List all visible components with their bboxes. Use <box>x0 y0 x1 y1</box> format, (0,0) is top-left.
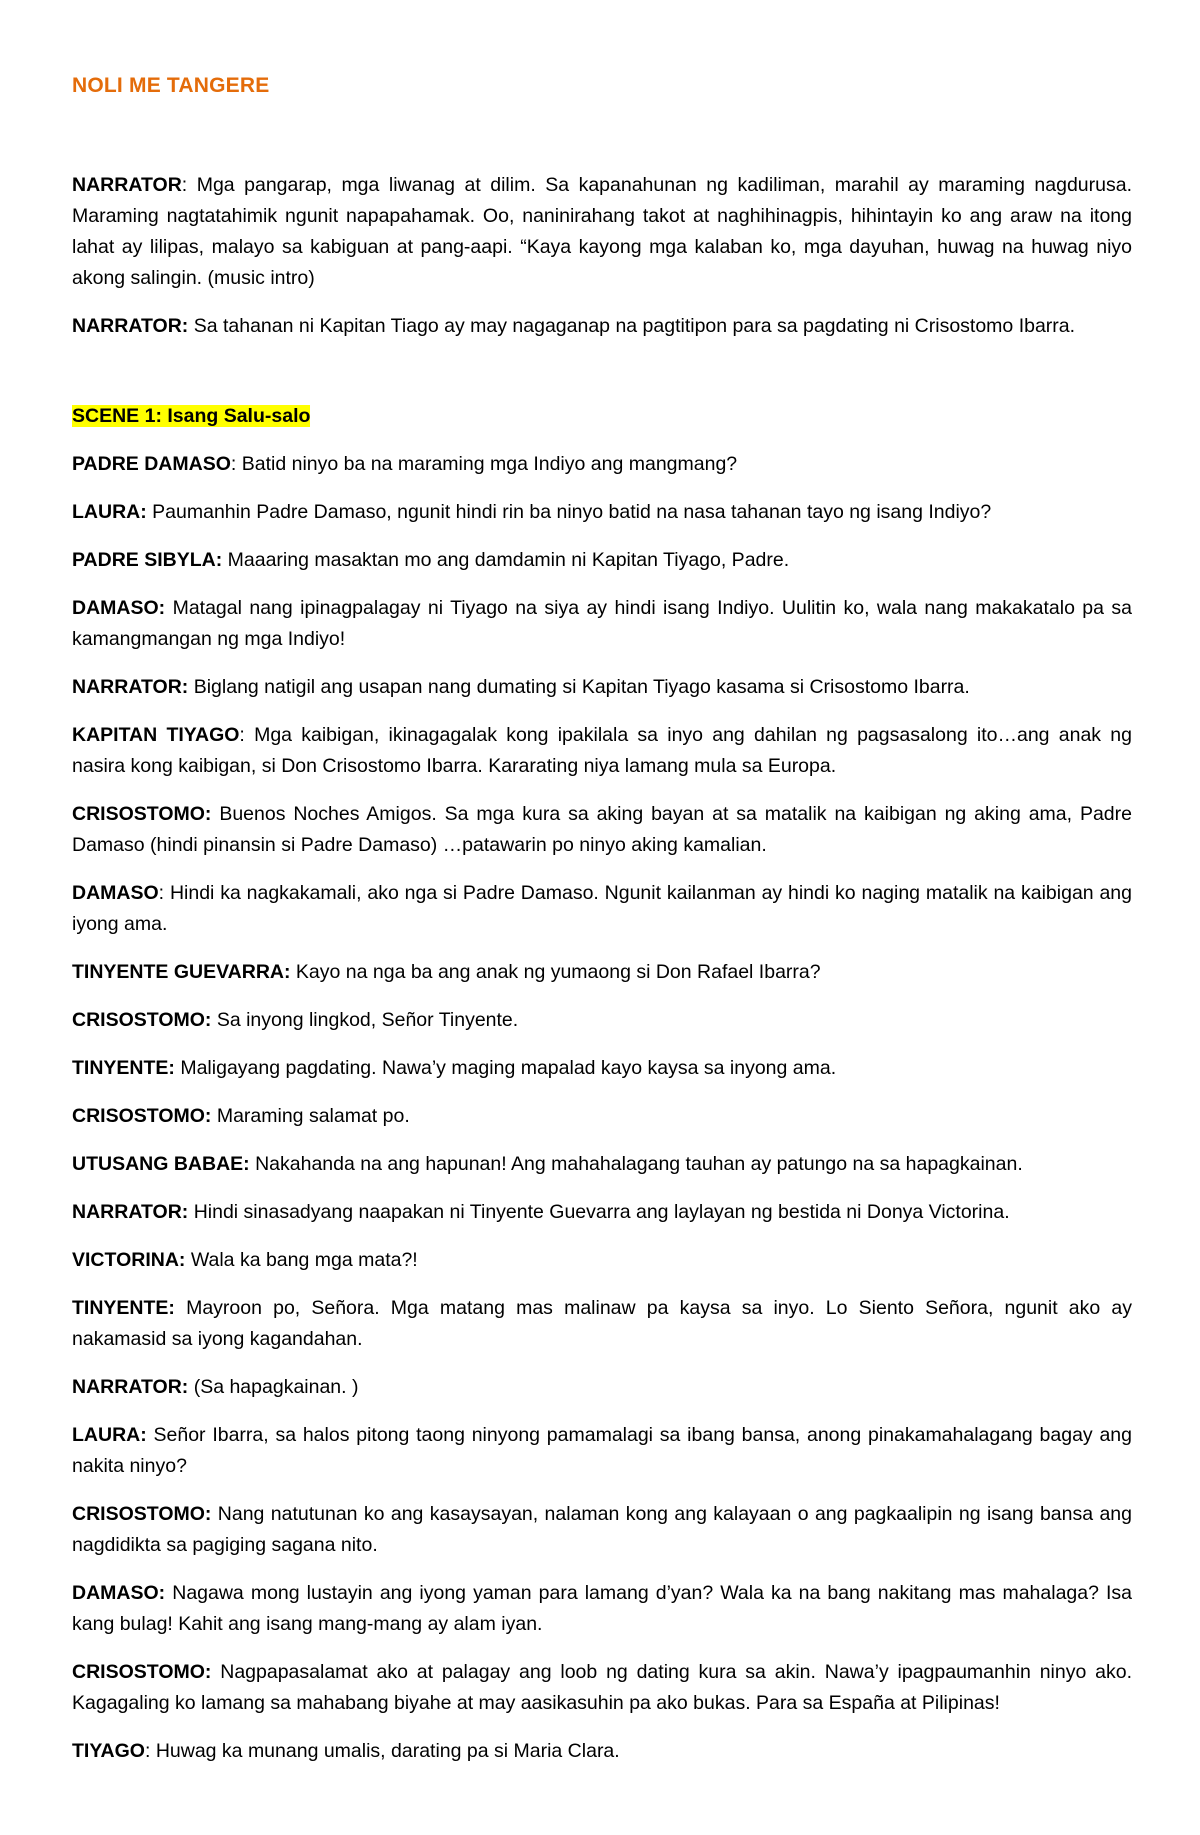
script-content <box>72 170 1132 1784</box>
dialogue-text: Hindi sinasadyang naapakan ni Tinyente Guevarra ang laylayan ng bestida ni Donya Victorina. <box>193 1201 1010 1223</box>
dialogue-line <box>72 1499 1132 1561</box>
dialogue-text: Sa tahanan ni Kapitan Tiago ay may nagaganap na pagtitipon para sa pagdating ni Crisostomo Ibarra. <box>193 315 1076 337</box>
speaker-name: TINYENTE: <box>72 1057 175 1079</box>
document-title: NOLI ME TANGERE <box>72 74 270 97</box>
dialogue-text: Paumanhin Padre Damaso, ngunit hindi rin ba ninyo batid na nasa tahanan tayo ng isang Indiyo? <box>152 501 992 523</box>
dialogue-text: Maligayang pagdating. Nawa’y maging mapalad kayo kaysa sa inyong ama. <box>180 1057 837 1079</box>
speaker-separator <box>175 1297 186 1319</box>
intro-block <box>72 170 1132 342</box>
scene-title: SCENE 1: Isang Salu-salo <box>72 405 311 427</box>
dialogue-line <box>72 545 1132 576</box>
speaker-separator: : <box>144 1740 156 1762</box>
dialogue-text: Mayroon po, Señora. Mga matang mas malinaw pa kaysa sa inyo. Lo Siento Señora, ngunit ako ay nakamasid sa iyong kagandahan. <box>72 1297 1132 1350</box>
dialogue-line <box>72 497 1132 528</box>
speaker-separator <box>165 597 172 619</box>
dialogue-text: Nagpapasalamat ako at palagay ang loob ng dating kura sa akin. Nawa’y ipagpaumanhin ninyo ako. Kagagaling ko lamang sa mahabang biyahe at may aasikasuhin pa ako bukas. Para sa España at Pilipinas! <box>72 1661 1133 1714</box>
dialogue-line <box>72 1101 1132 1132</box>
dialogue-line <box>72 311 1132 342</box>
dialogue-text: Maraming salamat po. <box>216 1105 410 1127</box>
speaker-name: DAMASO: <box>72 1582 166 1604</box>
dialogue-line <box>72 720 1132 782</box>
speaker-name: PADRE SIBYLA: <box>72 549 223 571</box>
dialogue-text: Sa inyong lingkod, Señor Tinyente. <box>216 1009 519 1031</box>
speaker-name: PADRE DAMASO <box>72 453 231 475</box>
speaker-name: KAPITAN TIYAGO <box>72 724 240 746</box>
dialogue-text: (Sa hapagkainan. ) <box>193 1376 359 1398</box>
dialogue-line <box>72 1372 1132 1403</box>
dialogue-text: Señor Ibarra, sa halos pitong taong ninyong pamamalagi sa ibang bansa, anong pinakamahalagang bagay ang nakita ninyo? <box>72 1424 1132 1477</box>
dialogue-line <box>72 593 1132 655</box>
speaker-name: TIYAGO <box>72 1740 145 1762</box>
dialogue-line <box>72 449 1132 480</box>
dialogue-text: Buenos Noches Amigos. Sa mga kura sa aking bayan at sa matalik na kaibigan ng aking ama, Padre Damaso (hindi pinansin si Padre Damaso) …patawarin po ninyo aking kamalian. <box>72 803 1132 856</box>
dialogue-text: Huwag ka munang umalis, darating pa si Maria Clara. <box>155 1740 620 1762</box>
speaker-separator <box>211 1661 220 1683</box>
speaker-name: UTUSANG BABAE: <box>72 1153 250 1175</box>
speaker-name: CRISOSTOMO: <box>72 1105 212 1127</box>
speaker-name: TINYENTE GUEVARRA: <box>72 961 291 983</box>
dialogue-text: Matagal nang ipinagpalagay ni Tiyago na siya ay hindi isang Indiyo. Uulitin ko, wala nang makakatalo pa sa kamangmangan ng mga Indiyo! <box>72 597 1132 650</box>
dialogue-block <box>72 449 1132 1767</box>
dialogue-text: Nagawa mong lustayin ang iyong yaman para lamang d’yan? Wala ka na bang nakitang mas mahalaga? Isa kang bulag! Kahit ang isang mang-mang ay alam iyan. <box>72 1582 1133 1635</box>
speaker-name: CRISOSTOMO: <box>72 803 212 825</box>
dialogue-line <box>72 1245 1132 1276</box>
speaker-name: TINYENTE: <box>72 1297 175 1319</box>
dialogue-line <box>72 799 1132 861</box>
speaker-separator: : <box>158 882 170 904</box>
speaker-separator: : <box>181 174 197 196</box>
speaker-name: VICTORINA: <box>72 1249 186 1271</box>
scene-heading <box>72 401 1132 432</box>
dialogue-line <box>72 170 1132 294</box>
speaker-name: CRISOSTOMO: <box>72 1661 212 1683</box>
speaker-name: CRISOSTOMO: <box>72 1503 212 1525</box>
dialogue-text: Maaaring masaktan mo ang damdamin ni Kapitan Tiyago, Padre. <box>227 549 790 571</box>
dialogue-text: Hindi ka nagkakamali, ako nga si Padre Damaso. Ngunit kailanman ay hindi ko naging matalik na kaibigan ang iyong ama. <box>72 882 1132 935</box>
dialogue-line <box>72 1197 1132 1228</box>
dialogue-text: Wala ka bang mga mata?! <box>190 1249 418 1271</box>
dialogue-line <box>72 1005 1132 1036</box>
dialogue-text: Kayo na nga ba ang anak ng yumaong si Don Rafael Ibarra? <box>295 961 821 983</box>
dialogue-text: Mga kaibigan, ikinagagalak kong ipakilala sa inyo ang dahilan ng pagsasalong ito…ang anak ng nasira kong kaibigan, si Don Crisostomo Ibarra. Kararating niya lamang mula sa Europa. <box>72 724 1132 777</box>
dialogue-line <box>72 1736 1132 1767</box>
dialogue-text: Batid ninyo ba na maraming mga Indiyo ang mangmang? <box>241 453 738 475</box>
dialogue-text: Nang natutunan ko ang kasaysayan, nalaman kong ang kalayaan o ang pagkaalipin ng isang bansa ang nagdidikta sa pagiging sagana nito. <box>72 1503 1132 1556</box>
speaker-name: DAMASO <box>72 882 159 904</box>
speaker-name: LAURA: <box>72 501 147 523</box>
speaker-name: NARRATOR: <box>72 676 189 698</box>
dialogue-line <box>72 1293 1132 1355</box>
dialogue-line <box>72 957 1132 988</box>
dialogue-text: Biglang natigil ang usapan nang dumating si Kapitan Tiyago kasama si Crisostomo Ibarra. <box>193 676 970 698</box>
dialogue-text: Mga pangarap, mga liwanag at dilim. Sa kapanahunan ng kadiliman, marahil ay maraming nagdurusa. Maraming nagtatahimik ngunit napapahamak. Oo, naninirahang takot at naghihinagpis, hihintayin ko ang araw na itong lahat ay lilipas, malayo sa kabiguan at pang-aapi. “Kaya kayong mga kalaban ko, mga dayuhan, huwag na huwag niyo akong salingin. (music intro) <box>72 174 1132 289</box>
dialogue-text: Nakahanda na ang hapunan! Ang mahahalagang tauhan ay patungo na sa hapagkainan. <box>255 1153 1023 1175</box>
speaker-name: DAMASO: <box>72 597 166 619</box>
speaker-name: NARRATOR: <box>72 1376 189 1398</box>
section-spacer <box>72 359 1132 401</box>
dialogue-line <box>72 878 1132 940</box>
speaker-separator <box>147 1424 154 1446</box>
dialogue-line <box>72 1578 1132 1640</box>
speaker-name: NARRATOR: <box>72 1201 189 1223</box>
speaker-separator: : <box>239 724 255 746</box>
speaker-name: CRISOSTOMO: <box>72 1009 212 1031</box>
dialogue-line <box>72 672 1132 703</box>
speaker-separator: : <box>230 453 242 475</box>
speaker-name: NARRATOR: <box>72 315 189 337</box>
dialogue-line <box>72 1420 1132 1482</box>
dialogue-line <box>72 1149 1132 1180</box>
dialogue-line <box>72 1053 1132 1084</box>
speaker-name: LAURA: <box>72 1424 147 1446</box>
dialogue-line <box>72 1657 1132 1719</box>
speaker-name: NARRATOR <box>72 174 182 196</box>
